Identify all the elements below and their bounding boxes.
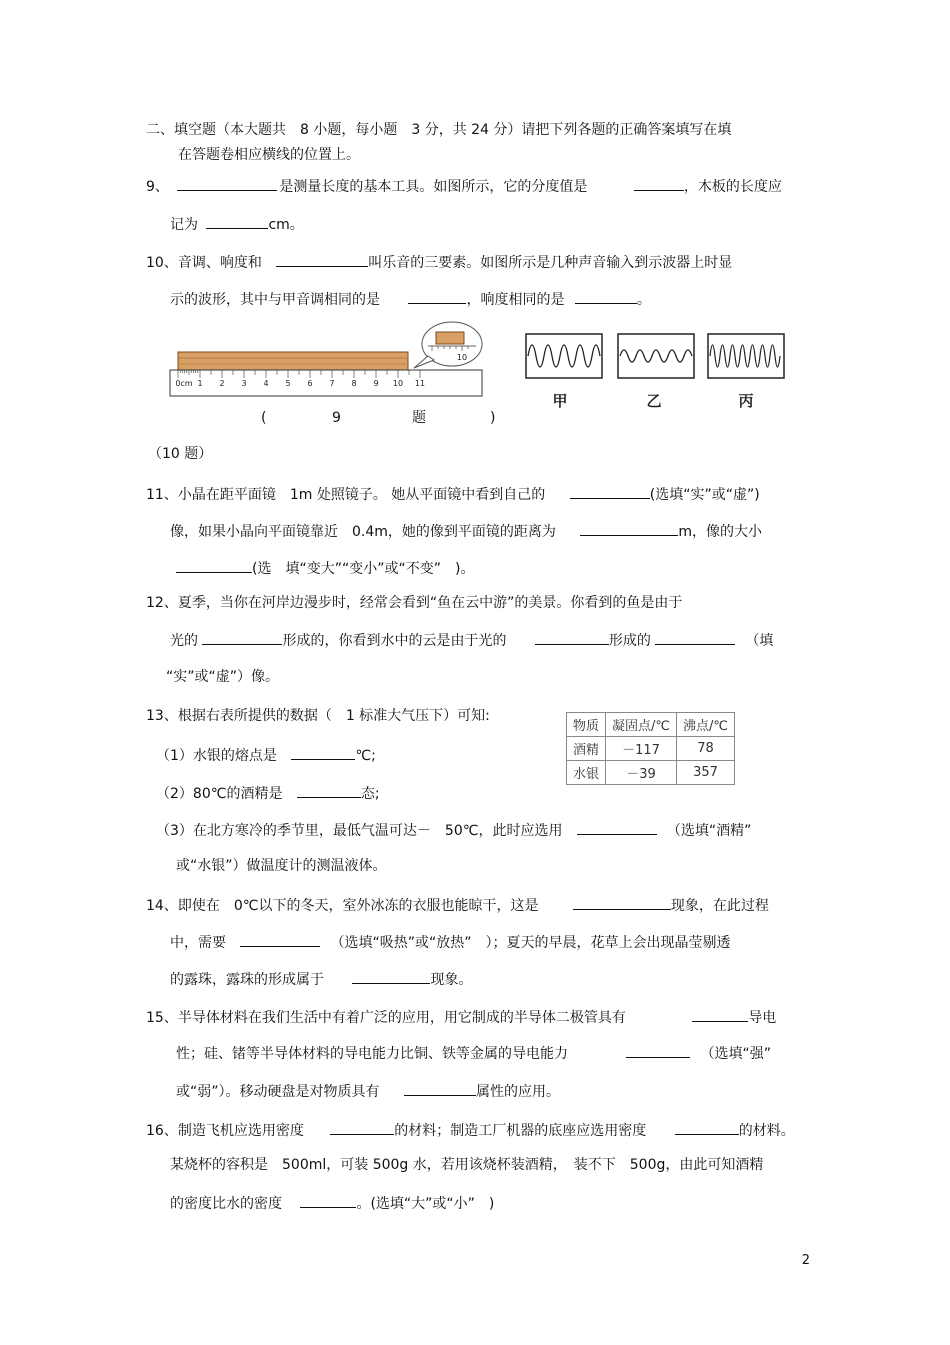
answer-blank[interactable] [535, 630, 609, 645]
question-11-line2 [170, 521, 762, 541]
question-15-line2 [176, 1043, 771, 1063]
question-13-sub2 [156, 783, 380, 803]
question-number: 11、 [146, 487, 178, 503]
question-text: 音调、响度和 [177, 255, 262, 271]
answer-blank[interactable] [202, 630, 282, 645]
question-12-line2 [170, 630, 773, 650]
question-text: ℃; [355, 748, 376, 764]
question-16-line2: 某烧杯的容积是 500ml，可装 500g 水，若用该烧杯装酒精， 装不下 500g，由此可知酒精 [170, 1157, 764, 1173]
question-text: 中，需要 [170, 935, 226, 951]
ruler-tick-label: 7 [329, 379, 335, 388]
question-text: (选填“实”或“虚”) [649, 487, 760, 503]
question-number: 10、 [146, 255, 178, 271]
answer-blank[interactable] [575, 289, 637, 304]
question-text: （2）80℃的酒精是 [156, 786, 283, 802]
question-text: 导电 [748, 1010, 777, 1026]
answer-blank[interactable] [404, 1081, 476, 1096]
question-text: ，响度相同的是 [466, 292, 565, 308]
question-text: 光的 [170, 633, 198, 649]
answer-blank[interactable] [692, 1007, 748, 1022]
question-16-line1 [146, 1120, 795, 1140]
ruler [170, 370, 482, 396]
section-heading: 二、填空题（本大题共 8 小题，每小题 3 分，共 24 分）请把下列各题的正确答案填写在填 [146, 122, 732, 138]
answer-blank[interactable] [240, 932, 320, 947]
question-12-line3: “实”或“虚”）像。 [166, 669, 280, 685]
answer-blank[interactable] [291, 745, 355, 760]
question-14-line1 [146, 895, 769, 915]
question-text: （选填“吸热”或“放热” ）；夏天的早晨，花草上会出现晶莹剔透 [330, 935, 731, 951]
figure-9-caption-close: ) [490, 410, 496, 426]
ruler-tick-label: 8 [351, 379, 357, 388]
wave-label-bing: 丙 [738, 392, 754, 410]
table-row [567, 737, 735, 761]
answer-blank[interactable] [675, 1120, 739, 1135]
question-10-line2 [170, 289, 651, 309]
ruler-tick-label: 0cm [175, 379, 193, 388]
answer-blank[interactable] [634, 176, 684, 191]
ruler-tick-label: 5 [285, 379, 291, 388]
answer-blank[interactable] [577, 820, 657, 835]
question-text: 的材料；制造工厂机器的底座应选用密度 [394, 1123, 647, 1139]
question-text: 小晶在距平面镜 1m 处照镜子。 她从平面镜中看到自己的 [177, 487, 546, 503]
question-text: 。 [636, 292, 651, 308]
wave-box-jia [526, 334, 602, 378]
ruler-tick-label: 3 [241, 379, 247, 388]
question-text: 态; [360, 786, 380, 802]
question-14-line3 [170, 969, 472, 989]
table-cell: －117 [606, 737, 677, 761]
question-11-line3 [176, 558, 474, 578]
question-text: 夏季，当你在河岸边漫步时，经常会看到“鱼在云中游”的美景。你看到的鱼是由于 [177, 595, 683, 611]
question-text: 制造飞机应选用密度 [177, 1123, 304, 1139]
question-15-line1 [146, 1007, 776, 1027]
question-text: 。(选填“大”或“小” ) [356, 1196, 495, 1212]
ruler-tick-label: 1 [197, 379, 203, 388]
answer-blank[interactable] [176, 558, 252, 573]
question-14-line2 [170, 932, 730, 952]
ruler-tick-label: 10 [392, 379, 404, 388]
answer-blank[interactable] [330, 1120, 394, 1135]
wave-label-yi: 乙 [646, 392, 662, 410]
question-11-line1 [146, 484, 760, 504]
ruler-tick-label: 11 [414, 379, 426, 388]
question-text: 现象。 [430, 972, 473, 988]
question-13-sub3 [156, 820, 751, 840]
question-text: 形成的，你看到水中的云是由于光的 [282, 633, 507, 649]
figure-9-caption-word: 题 [412, 410, 426, 426]
table-cell: 水银 [567, 761, 606, 785]
page-number: 2 [801, 1253, 810, 1268]
question-text: 的密度比水的密度 [170, 1196, 282, 1212]
table-cell: －39 [606, 761, 677, 785]
question-text: 形成的 [608, 633, 651, 649]
question-text: （选填“强” [700, 1046, 771, 1062]
question-16-line3 [170, 1193, 494, 1213]
question-9-line2 [170, 214, 304, 234]
question-number: 12、 [146, 595, 178, 611]
answer-blank[interactable] [573, 895, 671, 910]
question-text: （选填“酒精” [666, 823, 752, 839]
question-12-line1 [146, 594, 682, 612]
answer-blank[interactable] [276, 252, 368, 267]
waveform-figure [524, 332, 788, 414]
question-text: （填 [745, 633, 774, 649]
question-number: 9、 [146, 179, 169, 195]
wave-box-yi [618, 334, 694, 378]
question-text: 叫乐音的三要素。如图所示是几种声音输入到示波器上时显 [368, 255, 733, 271]
zoom-label: 10 [456, 353, 468, 362]
question-text: 是测量长度的基本工具。如图所示，它的分度值是 [279, 179, 588, 195]
figure-9-caption-num: 9 [332, 410, 341, 426]
table-row [567, 761, 735, 785]
table-header-cell: 沸点/℃ [677, 713, 735, 737]
answer-blank[interactable] [580, 521, 678, 536]
answer-blank[interactable] [206, 214, 268, 229]
figure-9-caption-open: ( [261, 410, 267, 426]
data-table [566, 712, 735, 785]
question-text: 根据右表所提供的数据（ 1 标准大气压下）可知: [177, 708, 490, 724]
table-cell: 357 [677, 761, 735, 785]
question-10-line1 [146, 252, 732, 272]
ruler-tick-label: 4 [263, 379, 269, 388]
table-header-row [567, 713, 735, 737]
section-heading-cont: 在答题卷相应横线的位置上。 [178, 147, 360, 163]
question-text: 记为 [170, 217, 198, 233]
question-text: 的材料。 [738, 1123, 795, 1139]
question-text: （1）水银的熔点是 [156, 748, 277, 764]
question-text: 示的波形，其中与甲音调相同的是 [170, 292, 380, 308]
answer-blank[interactable] [655, 630, 735, 645]
question-text: （3）在北方寒冷的季节里，最低气温可达－ 50℃，此时应选用 [156, 823, 563, 839]
question-text: 的露珠，露珠的形成属于 [170, 972, 324, 988]
table-cell: 酒精 [567, 737, 606, 761]
question-text: 像，如果小晶向平面镜靠近 0.4m，她的像到平面镜的距离为 [170, 524, 556, 540]
answer-blank[interactable] [177, 176, 277, 191]
question-text: cm。 [268, 217, 304, 233]
question-text: ，木板的长度应 [683, 179, 782, 195]
ruler-figure [166, 318, 486, 400]
question-text: 半导体材料在我们生活中有着广泛的应用，用它制成的半导体二极管具有 [177, 1010, 626, 1026]
question-text: 或“弱”）。移动硬盘是对物质具有 [176, 1084, 380, 1100]
question-15-line3 [176, 1081, 560, 1101]
question-number: 13、 [146, 708, 178, 724]
question-13-sub1 [156, 745, 376, 765]
answer-blank[interactable] [300, 1193, 356, 1208]
question-text: m，像的大小 [678, 524, 762, 540]
question-13-sub3-cont: 或“水银”）做温度计的测温液体。 [176, 858, 387, 874]
table-header-cell: 物质 [567, 713, 606, 737]
answer-blank[interactable] [297, 783, 361, 798]
answer-blank[interactable] [352, 969, 430, 984]
wooden-board [178, 352, 408, 370]
question-text: 属性的应用。 [475, 1084, 560, 1100]
zoom-board [436, 332, 464, 344]
wave-label-jia: 甲 [552, 392, 568, 410]
question-9-line1 [146, 176, 782, 196]
question-text: (选 填“变大”“变小”或“不变” )。 [252, 561, 475, 577]
question-number: 14、 [146, 898, 178, 914]
figure-10-caption: （10 题） [148, 446, 213, 462]
question-number: 16、 [146, 1123, 178, 1139]
ruler-tick-label: 9 [373, 379, 379, 388]
answer-blank[interactable] [570, 484, 650, 499]
table-header-cell: 凝固点/℃ [606, 713, 677, 737]
question-number: 15、 [146, 1010, 178, 1026]
question-text: 现象，在此过程 [670, 898, 769, 914]
table-cell: 78 [677, 737, 735, 761]
ruler-tick-label: 6 [307, 379, 313, 388]
answer-blank[interactable] [408, 289, 466, 304]
question-13-line1 [146, 707, 490, 725]
answer-blank[interactable] [626, 1043, 690, 1058]
question-text: 即使在 0℃以下的冬天，室外冰冻的衣服也能晾干，这是 [177, 898, 539, 914]
ruler-tick-label: 2 [219, 379, 225, 388]
question-text: 性；硅、锗等半导体材料的导电能力比铜、铁等金属的导电能力 [176, 1046, 568, 1062]
